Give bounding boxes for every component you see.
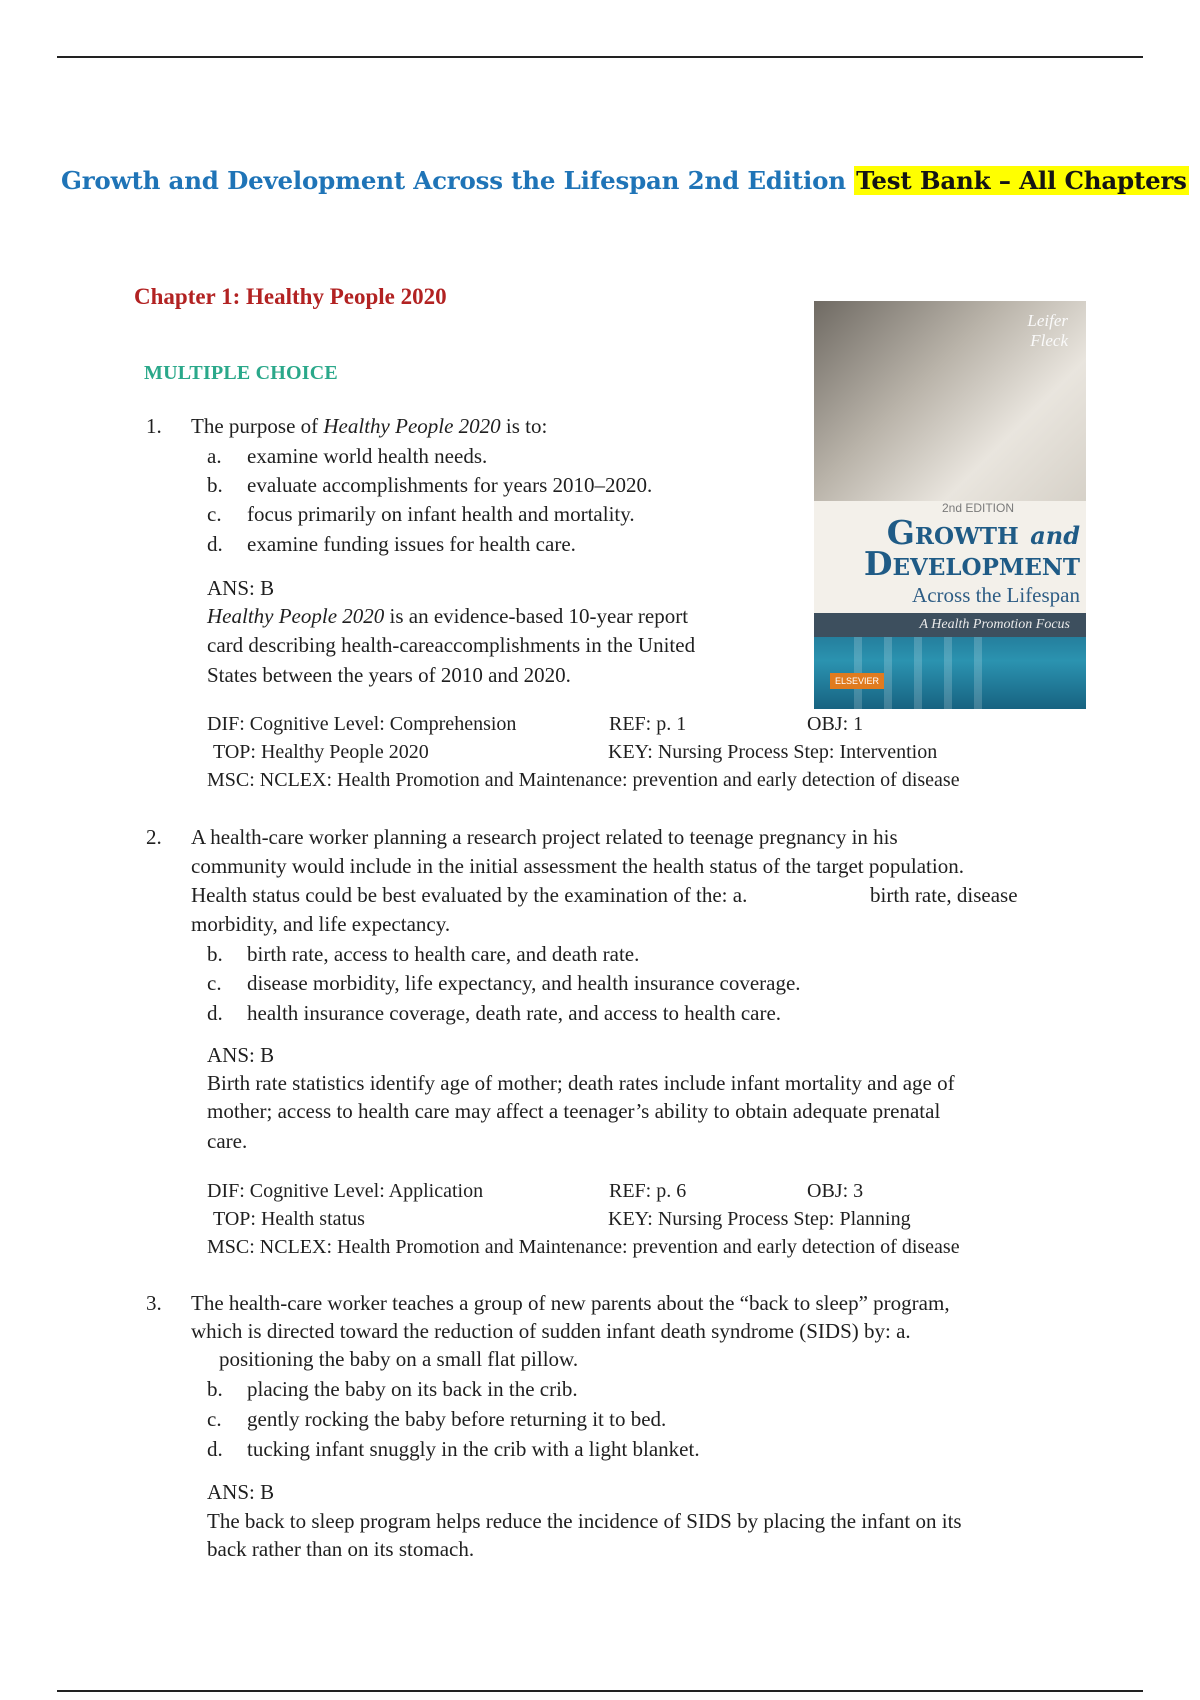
q1-msc: MSC: NCLEX: Health Promotion and Maintenance: prevention and early detection of disease [207, 769, 960, 791]
cover-publisher-logo: ELSEVIER [830, 673, 884, 689]
q1-rationale-italic: Healthy People 2020 [207, 604, 385, 628]
q1-option-text: evaluate accomplishments for years 2010–2020. [247, 473, 653, 497]
title-highlight: Test Bank – All Chapters [856, 166, 1187, 195]
q2-option-letter: b. [207, 942, 223, 966]
q1-option-letter: c. [207, 502, 222, 526]
q3-option-a-text: positioning the baby on a small flat pillow. [219, 1347, 579, 1371]
q2-stem-line: morbidity, and life expectancy. [191, 912, 451, 936]
q2-option-text: health insurance coverage, death rate, and access to health care. [247, 1001, 782, 1025]
q2-top: TOP: Health status [213, 1208, 365, 1230]
chapter-title: Chapter 1: Healthy People 2020 [134, 284, 447, 309]
q3-option-text: tucking infant snuggly in the crib with a light blanket. [247, 1437, 700, 1461]
q1-stem-post: is to: [500, 414, 548, 438]
q1-ref: REF: p. 1 [609, 713, 687, 735]
q1-answer: ANS: B [207, 576, 275, 600]
q1-obj: OBJ: 1 [807, 713, 864, 735]
cover-pillar [884, 637, 892, 709]
q2-option-letter: c. [207, 971, 222, 995]
q1-option-text: focus primarily on infant health and mortality. [247, 502, 635, 526]
q3-stem-line: which is directed toward the reduction of sudden infant death syndrome (SIDS) by: a. [191, 1319, 911, 1343]
q1-number: 1. [146, 414, 162, 438]
cover-tagline: A Health Promotion Focus [814, 613, 1086, 637]
q3-option-letter: c. [207, 1407, 222, 1431]
bottom-rule [57, 1690, 1143, 1692]
cover-pillar [914, 637, 922, 709]
top-rule [57, 56, 1143, 58]
q1-rationale-line [207, 602, 688, 630]
cover-author-1: Leifer [1027, 311, 1068, 330]
q1-key: KEY: Nursing Process Step: Intervention [608, 741, 938, 763]
cover-title-line2: Development [863, 544, 1080, 583]
q2-dif: DIF: Cognitive Level: Application [207, 1180, 484, 1202]
q2-obj: OBJ: 3 [807, 1180, 864, 1202]
q1-option-letter: b. [207, 473, 223, 497]
cover-title-growth: Growth [886, 513, 1019, 552]
cover-edition: 2nd EDITION [941, 501, 1014, 515]
q2-option-letter: d. [207, 1001, 223, 1025]
q2-stem-line: Health status could be best evaluated by the examination of the: a. [191, 883, 748, 907]
q2-key: KEY: Nursing Process Step: Planning [608, 1208, 911, 1230]
q1-stem [191, 412, 547, 440]
q3-rationale-line: back rather than on its stomach. [207, 1537, 475, 1561]
q1-stem-italic: Healthy People 2020 [323, 414, 501, 438]
q1-option-text: examine funding issues for health care. [247, 532, 576, 556]
cover-authors [1027, 311, 1068, 351]
q1-rationale-line: States between the years of 2010 and 2020. [207, 663, 571, 687]
q2-rationale-line: care. [207, 1129, 248, 1153]
book-cover-image [814, 301, 1086, 709]
q3-stem-line: The health-care worker teaches a group of new parents about the “back to sleep” program, [191, 1291, 950, 1315]
q3-answer: ANS: B [207, 1480, 275, 1504]
q1-option-letter: d. [207, 532, 223, 556]
q2-stem-line: A health-care worker planning a research project related to teenage pregnancy in his [191, 825, 898, 849]
q3-option-text: placing the baby on its back in the crib. [247, 1377, 578, 1401]
q3-option-text: gently rocking the baby before returning it to bed. [247, 1407, 667, 1431]
q2-option-text: birth rate, access to health care, and death rate. [247, 942, 640, 966]
q2-number: 2. [146, 825, 162, 849]
q2-option-text: disease morbidity, life expectancy, and health insurance coverage. [247, 971, 801, 995]
cover-pillar [944, 637, 952, 709]
q1-dif: DIF: Cognitive Level: Comprehension [207, 713, 517, 735]
section-title: MULTIPLE CHOICE [144, 362, 338, 384]
q3-option-letter: b. [207, 1377, 223, 1401]
cover-pillar [974, 637, 982, 709]
cover-title-and: and [1030, 521, 1080, 550]
q2-ref: REF: p. 6 [609, 1180, 687, 1202]
q2-option-a-text: birth rate, disease [870, 883, 1018, 907]
q1-rationale-line: card describing health-careaccomplishments in the United [207, 633, 696, 657]
cover-author-2: Fleck [1030, 331, 1068, 350]
q1-top: TOP: Healthy People 2020 [213, 741, 429, 763]
q2-msc: MSC: NCLEX: Health Promotion and Maintenance: prevention and early detection of disease [207, 1236, 960, 1258]
q3-number: 3. [146, 1291, 162, 1315]
q1-stem-pre: The purpose of [191, 414, 324, 438]
q3-rationale-line: The back to sleep program helps reduce the incidence of SIDS by placing the infant on its [207, 1509, 962, 1533]
q1-rationale-text: is an evidence-based 10-year report [384, 604, 689, 628]
cover-subtitle: Across the Lifespan [912, 583, 1080, 607]
q2-rationale-line: mother; access to health care may affect a teenager’s ability to obtain adequate prenatal [207, 1099, 941, 1123]
q1-option-letter: a. [207, 444, 222, 468]
q3-option-letter: d. [207, 1437, 223, 1461]
page-title [61, 166, 1187, 195]
q2-rationale-line: Birth rate statistics identify age of mother; death rates include infant mortality and age of [207, 1071, 955, 1095]
q2-stem-line: community would include in the initial assessment the health status of the target population. [191, 854, 964, 878]
q2-answer: ANS: B [207, 1043, 275, 1067]
q1-option-text: examine world health needs. [247, 444, 488, 468]
title-main: Growth and Development Across the Lifespan 2nd Edition [61, 166, 846, 195]
